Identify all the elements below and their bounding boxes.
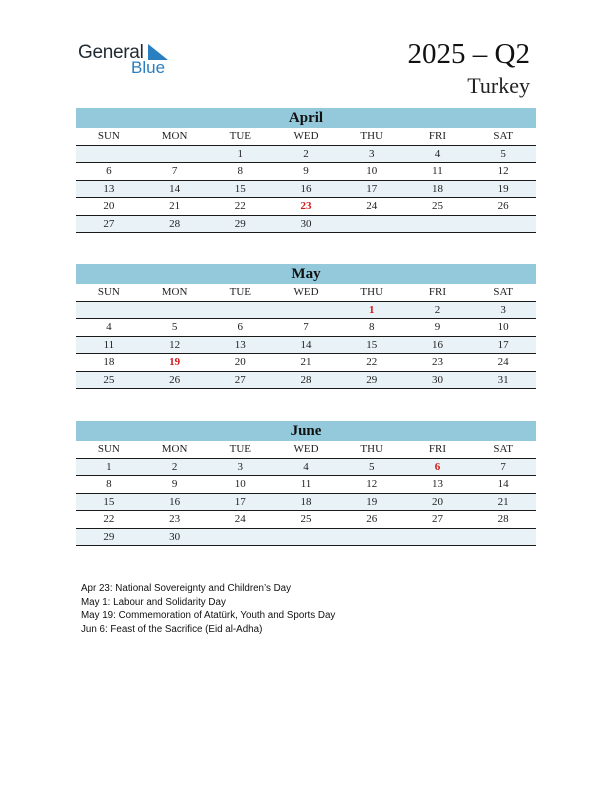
day-cell: 15	[366, 338, 378, 351]
weekday-label: SAT	[493, 130, 513, 142]
weekday-label: SAT	[493, 286, 513, 298]
day-cell: 5	[171, 321, 178, 333]
day-cell: 29	[103, 530, 115, 543]
holiday-note: Jun 6: Feast of the Sacrifice (Eid al-Adha)	[81, 623, 263, 635]
day-cell: 12	[497, 165, 509, 177]
holiday-note: May 19: Commemoration of Atatürk, Youth and Sports Day	[81, 610, 336, 622]
country-name: Turkey	[467, 73, 530, 98]
week-row	[76, 511, 536, 529]
day-cell: 14	[169, 182, 181, 195]
day-cell: 4	[303, 460, 309, 473]
day-cell: 21	[169, 200, 181, 212]
day-cell: 29	[366, 373, 378, 386]
empty-day-cell	[207, 529, 273, 546]
logo-general-text: General	[78, 42, 144, 63]
week-row	[76, 181, 536, 199]
weekday-label: WED	[293, 443, 319, 455]
day-cell: 26	[366, 513, 378, 525]
day-cell: 28	[497, 513, 509, 525]
day-cell: 18	[103, 356, 115, 368]
day-cell: 2	[434, 303, 441, 316]
day-cell: 17	[234, 495, 246, 508]
weeks	[76, 146, 536, 234]
day-cell: 25	[300, 513, 312, 525]
day-cell: 29	[234, 217, 246, 230]
day-cell: 12	[169, 338, 181, 351]
day-cell: 18	[431, 182, 443, 195]
month-header: May	[76, 264, 536, 284]
week-row	[76, 146, 536, 164]
empty-day-cell	[76, 146, 142, 163]
day-cell: 31	[497, 373, 509, 386]
weekday-label: SUN	[97, 130, 120, 142]
weekday-label: FRI	[428, 130, 447, 142]
day-cell: 23	[431, 356, 443, 368]
week-row	[76, 476, 536, 494]
month-header: April	[76, 108, 536, 128]
holiday-day-cell: 19	[169, 356, 181, 368]
day-cell: 1	[106, 460, 112, 473]
day-cell: 11	[300, 478, 312, 490]
day-cell: 27	[234, 373, 246, 386]
day-cell: 9	[434, 321, 441, 333]
day-cell: 1	[237, 147, 244, 160]
day-cell: 28	[300, 373, 312, 386]
week-row	[76, 459, 536, 477]
day-cell: 26	[497, 200, 509, 212]
day-cell: 14	[300, 338, 312, 351]
month-may	[76, 264, 536, 389]
empty-day-cell	[142, 146, 208, 163]
holiday-note: Apr 23: National Sovereignty and Children’s Day	[81, 583, 292, 594]
day-cell: 15	[234, 182, 246, 195]
day-cell: 5	[500, 147, 506, 160]
weeks	[76, 302, 536, 390]
empty-day-cell	[207, 302, 273, 319]
empty-day-cell	[405, 529, 471, 546]
week-row	[76, 216, 536, 234]
logo-blue-text: Blue	[131, 58, 166, 77]
day-cell: 18	[300, 495, 312, 508]
empty-day-cell	[273, 302, 339, 319]
empty-day-cell	[405, 216, 471, 233]
day-cell: 2	[303, 147, 309, 160]
weekday-label: THU	[360, 286, 384, 298]
month-june	[76, 421, 536, 546]
day-cell: 8	[106, 478, 112, 490]
holiday-note: May 1: Labour and Solidarity Day	[81, 596, 226, 608]
day-cell: 17	[366, 182, 378, 195]
holiday-day-cell: 1	[368, 303, 375, 316]
day-cell: 16	[431, 338, 443, 351]
day-cell: 8	[237, 165, 244, 177]
weekday-label: TUE	[229, 286, 251, 298]
day-cell: 22	[366, 356, 378, 368]
day-cell: 27	[431, 513, 443, 525]
day-cell: 3	[368, 147, 375, 160]
day-cell: 9	[171, 478, 178, 490]
day-cell: 14	[497, 478, 509, 490]
weekday-header-row	[76, 128, 536, 146]
day-cell: 2	[171, 460, 178, 473]
day-cell: 6	[106, 165, 112, 177]
day-cell: 24	[366, 200, 378, 212]
empty-day-cell	[76, 302, 142, 319]
weekday-label: MON	[161, 443, 188, 455]
day-cell: 24	[234, 513, 246, 525]
weekday-label: SAT	[493, 443, 513, 455]
day-cell: 3	[237, 460, 244, 473]
week-row	[76, 529, 536, 547]
weekday-label: FRI	[428, 286, 447, 298]
empty-day-cell	[339, 216, 405, 233]
weekday-label: FRI	[428, 443, 447, 455]
weekday-label: SUN	[97, 443, 120, 455]
holiday-notes	[81, 582, 335, 636]
day-cell: 23	[169, 513, 181, 525]
day-cell: 27	[103, 217, 115, 230]
day-cell: 7	[303, 321, 309, 333]
empty-day-cell	[470, 216, 536, 233]
day-cell: 7	[171, 165, 178, 177]
day-cell: 10	[497, 321, 509, 333]
empty-day-cell	[142, 302, 208, 319]
day-cell: 5	[368, 460, 375, 473]
day-cell: 30	[169, 530, 181, 543]
day-cell: 13	[103, 182, 115, 195]
day-cell: 4	[106, 321, 112, 333]
empty-day-cell	[339, 529, 405, 546]
day-cell: 19	[497, 182, 509, 195]
day-cell: 25	[103, 373, 115, 386]
weekday-label: THU	[360, 130, 384, 142]
week-row	[76, 198, 536, 216]
day-cell: 17	[497, 338, 509, 351]
week-row	[76, 337, 536, 355]
day-cell: 11	[103, 338, 115, 351]
page-title: 2025 – Q2	[407, 38, 530, 70]
week-row	[76, 163, 536, 181]
day-cell: 20	[431, 495, 443, 508]
day-cell: 15	[103, 495, 115, 508]
empty-day-cell	[470, 529, 536, 546]
weekday-label: THU	[360, 443, 384, 455]
week-row	[76, 372, 536, 390]
day-cell: 19	[366, 495, 378, 508]
weekday-label: MON	[161, 286, 188, 298]
day-cell: 3	[500, 303, 506, 316]
day-cell: 4	[434, 147, 441, 160]
weekday-label: TUE	[229, 130, 251, 142]
weekday-header-row	[76, 441, 536, 459]
day-cell: 10	[234, 478, 246, 490]
weekday-header-row	[76, 284, 536, 302]
holiday-day-cell: 6	[434, 460, 441, 473]
day-cell: 12	[366, 478, 378, 490]
day-cell: 16	[169, 495, 181, 508]
day-cell: 21	[300, 356, 312, 368]
day-cell: 22	[234, 200, 246, 212]
day-cell: 7	[500, 460, 506, 473]
weekday-label: TUE	[229, 443, 251, 455]
day-cell: 11	[432, 165, 443, 177]
day-cell: 13	[234, 338, 246, 351]
day-cell: 21	[497, 495, 509, 508]
weekday-label: WED	[293, 286, 319, 298]
month-april	[76, 108, 536, 233]
logo	[78, 40, 178, 80]
weekday-label: WED	[293, 130, 319, 142]
day-cell: 10	[366, 165, 378, 177]
weeks	[76, 459, 536, 547]
day-cell: 22	[103, 513, 115, 525]
week-row	[76, 319, 536, 337]
day-cell: 24	[497, 356, 509, 368]
month-header: June	[76, 421, 536, 441]
day-cell: 25	[431, 200, 443, 212]
day-cell: 9	[303, 165, 309, 177]
day-cell: 30	[300, 217, 312, 230]
week-row	[76, 494, 536, 512]
empty-day-cell	[273, 529, 339, 546]
day-cell: 20	[234, 356, 246, 368]
day-cell: 28	[169, 217, 181, 230]
day-cell: 26	[169, 373, 181, 386]
day-cell: 6	[237, 321, 244, 333]
weekday-label: MON	[161, 130, 188, 142]
week-row	[76, 354, 536, 372]
day-cell: 8	[368, 321, 375, 333]
week-row	[76, 302, 536, 320]
day-cell: 16	[300, 182, 312, 195]
holiday-day-cell: 23	[300, 200, 312, 212]
day-cell: 30	[431, 373, 443, 386]
day-cell: 13	[431, 478, 443, 490]
day-cell: 20	[103, 200, 115, 212]
weekday-label: SUN	[97, 286, 120, 298]
